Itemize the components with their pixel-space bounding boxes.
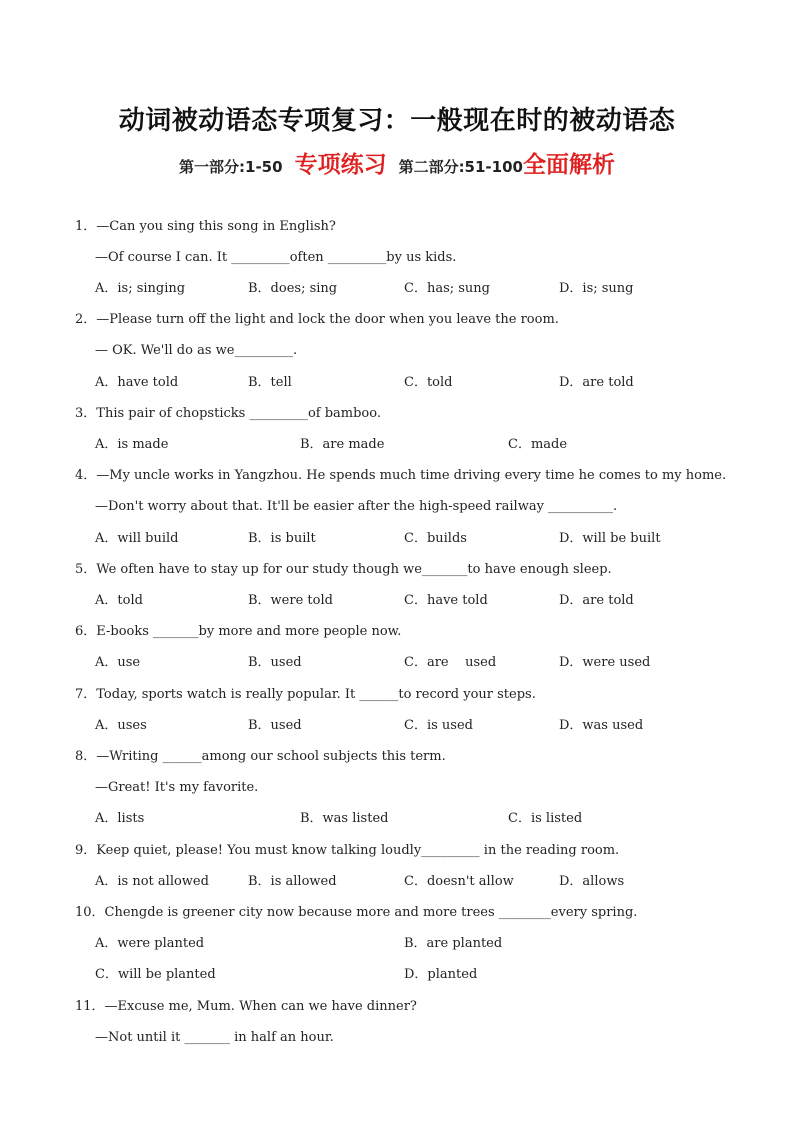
page-subtitle	[0, 146, 794, 179]
option-a[interactable]: A．use	[95, 655, 141, 670]
option-d[interactable]: D．allows	[559, 874, 625, 889]
page-title: 动词被动语态专项复习：一般现在时的被动语态	[118, 106, 676, 136]
option-d[interactable]: D．are told	[559, 593, 634, 608]
option-c[interactable]: C．will be planted	[95, 967, 216, 982]
option-b[interactable]: B．is built	[248, 531, 316, 546]
option-c[interactable]: C．has; sung	[404, 281, 490, 296]
option-d[interactable]: D．was used	[559, 718, 644, 733]
option-a[interactable]: A．is; singing	[95, 281, 186, 296]
option-d[interactable]: D．is; sung	[559, 281, 634, 296]
option-d[interactable]: D．planted	[404, 967, 478, 982]
option-a[interactable]: A．is made	[95, 437, 169, 452]
question-stem: 1．—Can you sing this song in English?	[75, 219, 336, 234]
subtitle-highlight-practice: 专项练习	[294, 152, 387, 178]
option-b[interactable]: B．are made	[300, 437, 385, 452]
option-c[interactable]: C．told	[404, 375, 453, 390]
question-stem: 10．Chengde is greener city now because more and more trees ________every spring.	[75, 905, 638, 920]
subtitle-part-one: 第一部分:1-50	[179, 158, 283, 176]
subtitle-highlight-analysis: 全面解析	[522, 152, 615, 178]
option-a[interactable]: A．have told	[95, 375, 179, 390]
question-followup: — OK. We'll do as we_________.	[95, 343, 298, 358]
question-stem: 2．—Please turn off the light and lock the door when you leave the room.	[75, 312, 559, 327]
option-c[interactable]: C．builds	[404, 531, 467, 546]
question-stem: 7．Today, sports watch is really popular. It ______to record your steps.	[75, 687, 536, 702]
option-a[interactable]: A．lists	[95, 811, 145, 826]
question-stem: 9．Keep quiet, please! You must know talking loudly_________ in the reading room.	[75, 843, 620, 858]
option-b[interactable]: B．does; sing	[248, 281, 338, 296]
option-c[interactable]: C．doesn't allow	[404, 874, 514, 889]
question-followup: —Of course I can. It _________often _________by us kids.	[95, 250, 457, 265]
option-d[interactable]: D．will be built	[559, 531, 661, 546]
option-c[interactable]: C．are used	[404, 655, 497, 670]
option-a[interactable]: A．told	[95, 593, 143, 608]
question-stem: 3．This pair of chopsticks _________of bamboo.	[75, 406, 381, 421]
option-c[interactable]: C．made	[508, 437, 568, 452]
option-b[interactable]: B．are planted	[404, 936, 503, 951]
option-c[interactable]: C．is used	[404, 718, 473, 733]
option-d[interactable]: D．were used	[559, 655, 651, 670]
option-b[interactable]: B．were told	[248, 593, 333, 608]
question-stem: 6．E-books _______by more and more people now.	[75, 624, 402, 639]
question-stem: 8．—Writing ______among our school subjects this term.	[75, 749, 446, 764]
question-followup: —Great! It's my favorite.	[95, 780, 259, 795]
option-a[interactable]: A．will build	[95, 531, 179, 546]
option-a[interactable]: A．were planted	[95, 936, 205, 951]
option-b[interactable]: B．is allowed	[248, 874, 337, 889]
option-b[interactable]: B．used	[248, 718, 302, 733]
question-followup: —Not until it _______ in half an hour.	[95, 1030, 334, 1045]
question-stem: 11．—Excuse me, Mum. When can we have dinner?	[75, 999, 417, 1014]
question-stem: 4．—My uncle works in Yangzhou. He spends much time driving every time he comes to my home.	[75, 468, 727, 483]
option-b[interactable]: B．tell	[248, 375, 292, 390]
option-b[interactable]: B．used	[248, 655, 302, 670]
option-a[interactable]: A．is not allowed	[95, 874, 209, 889]
subtitle-part-two: 第二部分:51-100	[398, 158, 523, 176]
question-followup: —Don't worry about that. It'll be easier after the high-speed railway __________.	[95, 499, 618, 514]
option-c[interactable]: C．have told	[404, 593, 488, 608]
option-a[interactable]: A．uses	[95, 718, 147, 733]
option-c[interactable]: C．is listed	[508, 811, 583, 826]
question-stem: 5．We often have to stay up for our study though we_______to have enough sleep.	[75, 562, 612, 577]
option-d[interactable]: D．are told	[559, 375, 634, 390]
option-b[interactable]: B．was listed	[300, 811, 389, 826]
